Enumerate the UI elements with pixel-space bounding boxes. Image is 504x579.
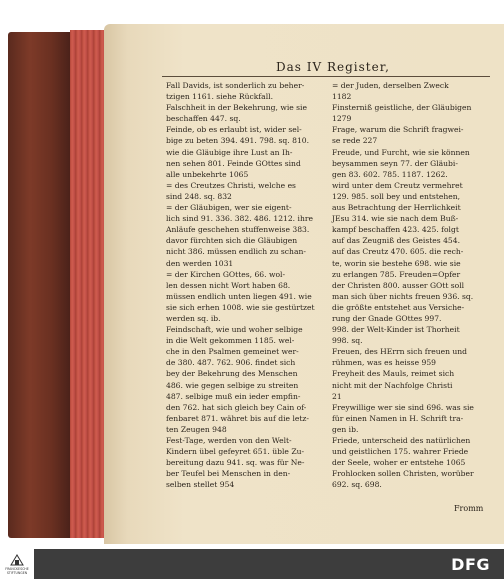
right-column-line: Frage, warum die Schrift fragwei-: [332, 125, 464, 135]
right-column-line: für einen Namen in H. Schrift tra-: [332, 413, 464, 423]
left-column-line: = der Kirchen GOttes, 66. wol-: [166, 269, 286, 279]
right-column: [332, 80, 492, 490]
right-column-line: Finsterniß geistliche, der Gläubigen: [332, 103, 472, 113]
right-column-line: se rede 227: [332, 136, 378, 146]
left-column-line: selben stellet 954: [166, 480, 235, 490]
right-column-line: aus Betrachtung der Herrlichkeit: [332, 203, 461, 213]
left-column-line: in die Welt gekommen 1185. wel-: [166, 336, 295, 346]
right-column-line: Friede, unterscheid des natürlichen: [332, 436, 471, 445]
left-column-line: lich sind 91. 336. 382. 486. 1212. ihre: [166, 214, 313, 224]
left-column-line: davor fürchten sich die Gläubigen: [166, 236, 298, 246]
right-column-line: Freywillige wer sie sind 696. was sie: [332, 402, 474, 412]
left-column-line: müssen endlich unten liegen 491. wie: [166, 291, 312, 301]
left-column-line: che in den Psalmen gemeinet wer-: [166, 347, 299, 357]
left-column-line: beschaffen 447. sq.: [166, 114, 241, 124]
left-column-line: nicht 386. müssen endlich zu schan-: [166, 247, 306, 257]
right-column-line: 1279: [332, 114, 352, 124]
right-column-line: rühmen, was es heisse 959: [332, 358, 436, 368]
right-column-line: gen 83. 602. 785. 1187. 1262.: [332, 169, 448, 179]
right-column-line: auf das Zeugniß des Geistes 454.: [332, 236, 460, 246]
left-column-line: Feinde, ob es erlaubt ist, wider sel-: [166, 125, 302, 135]
left-column-line: Falschheit in der Bekehrung, wie sie: [166, 103, 307, 113]
left-column-line: Kindern übel gefeyret 651. üble Zu-: [166, 447, 305, 457]
right-column-line: gen ib.: [332, 424, 359, 434]
left-column-line: tzigen 1161. siehe Rückfall.: [166, 92, 273, 102]
right-column-line: man sich über nichts freuen 936. sq.: [332, 291, 474, 301]
right-column-line: Freuen, des HErrn sich freuen und: [332, 347, 468, 357]
left-column-line: ten Zeugen 948: [166, 424, 227, 434]
right-column-line: 1182: [332, 92, 352, 102]
right-column-line: Freyheit des Mauls, reimet sich: [332, 369, 455, 379]
right-column-line: Frohlocken sollen Christen, worüber: [332, 469, 474, 479]
left-column-line: bey der Bekehrung des Menschen: [166, 369, 298, 379]
catchword: Fromm: [454, 504, 484, 513]
left-column-line: ber Teufel bei Menschen in den-: [166, 469, 291, 479]
left-column-line: Fest-Tage, werden von den Welt-: [166, 436, 292, 445]
right-column-line: der Seele, woher er entstehe 1065: [332, 458, 466, 468]
right-column-line: und geistlichen 175. wahrer Friede: [332, 447, 469, 457]
left-column-line: Anläufe geschehen stuffenweise 383.: [166, 225, 310, 235]
left-column: [166, 80, 326, 490]
left-column-line: len dessen nicht Wort haben 68.: [166, 280, 291, 290]
left-column-line: werden sq. ib.: [166, 313, 221, 323]
right-column-line: 21: [332, 391, 342, 401]
left-column-line: bereitung dazu 941. sq. was für Ne-: [166, 458, 305, 468]
right-column-line: JEsu 314. wie sie nach dem Buß-: [332, 214, 459, 224]
dfg-logo[interactable]: DFG: [451, 555, 490, 574]
right-column-line: wird unter dem Creutz vermehret: [332, 180, 463, 190]
viewer-footer: [0, 549, 504, 579]
right-column-line: 129. 985. soll bey und entstehen,: [332, 191, 461, 201]
left-column-line: fenbaret 871. währet bis auf die letz-: [166, 413, 309, 423]
left-column-line: = der Gläubigen, wer sie eigent-: [166, 203, 292, 213]
left-column-line: nen sehen 801. Feinde GOttes sind: [166, 158, 301, 168]
right-column-line: te, worin sie bestehe 698. wie sie: [332, 258, 461, 268]
header-rule: [162, 76, 490, 77]
right-column-line: nicht mit der Nachfolge Christi: [332, 380, 453, 390]
left-column-line: 487. selbige muß ein ieder empfin-: [166, 391, 301, 401]
left-column-line: = des Creutzes Christi, welche es: [166, 180, 296, 190]
right-column-line: auf das Creutz 470. 605. die rech-: [332, 247, 464, 257]
left-column-line: den werden 1031: [166, 258, 234, 268]
right-column-line: 692. sq. 698.: [332, 480, 382, 490]
left-column-line: bige zu beten 394. 491. 798. sq. 810.: [166, 136, 310, 146]
left-column-line: sind 248. sq. 832: [166, 191, 232, 201]
right-column-line: 998. der Welt-Kinder ist Thorheit: [332, 325, 460, 335]
left-column-line: de 380. 487. 762. 906. findet sich: [166, 358, 296, 368]
right-column-line: der Christen 800. ausser GOtt soll: [332, 280, 465, 290]
right-column-line: Freude, und Furcht, wie sie können: [332, 147, 470, 157]
right-column-line: zu erlangen 785. Freuden=Opfer: [332, 269, 461, 279]
right-column-line: = der Juden, derselben Zweck: [332, 81, 449, 90]
page-edges: [70, 30, 108, 538]
right-column-line: kampf beschaffen 423. 425. folgt: [332, 225, 459, 235]
running-head: Das IV Register,: [276, 60, 390, 74]
left-column-line: Feindschaft, wie und woher selbige: [166, 325, 303, 335]
right-column-line: 998. sq.: [332, 336, 363, 346]
book-cover: [8, 32, 70, 538]
left-column-line: 486. wie gegen selbige zu streiten: [166, 380, 299, 390]
left-column-line: alle unbekehrte 1065: [166, 169, 249, 179]
right-column-line: beysammen seyn 77. der Gläubi-: [332, 158, 458, 168]
francke-logo-icon: [10, 554, 24, 566]
right-column-line: die größte entstehet aus Versiche-: [332, 302, 465, 312]
left-column-line: Fall Davids, ist sonderlich zu beher-: [166, 81, 305, 90]
left-column-line: den 762. hat sich gleich bey Cain of-: [166, 402, 307, 412]
left-column-line: sie sich erhen 1008. wie sie gestürtzet: [166, 302, 315, 312]
left-column-line: wie die Gläubige ihre Lust an Ih-: [166, 147, 293, 157]
francke-logo-text: FRANCKESCHE STIFTUNGEN: [5, 566, 29, 575]
francke-logo[interactable]: [0, 549, 34, 579]
right-column-line: rung der Gnade GOttes 997.: [332, 313, 442, 323]
